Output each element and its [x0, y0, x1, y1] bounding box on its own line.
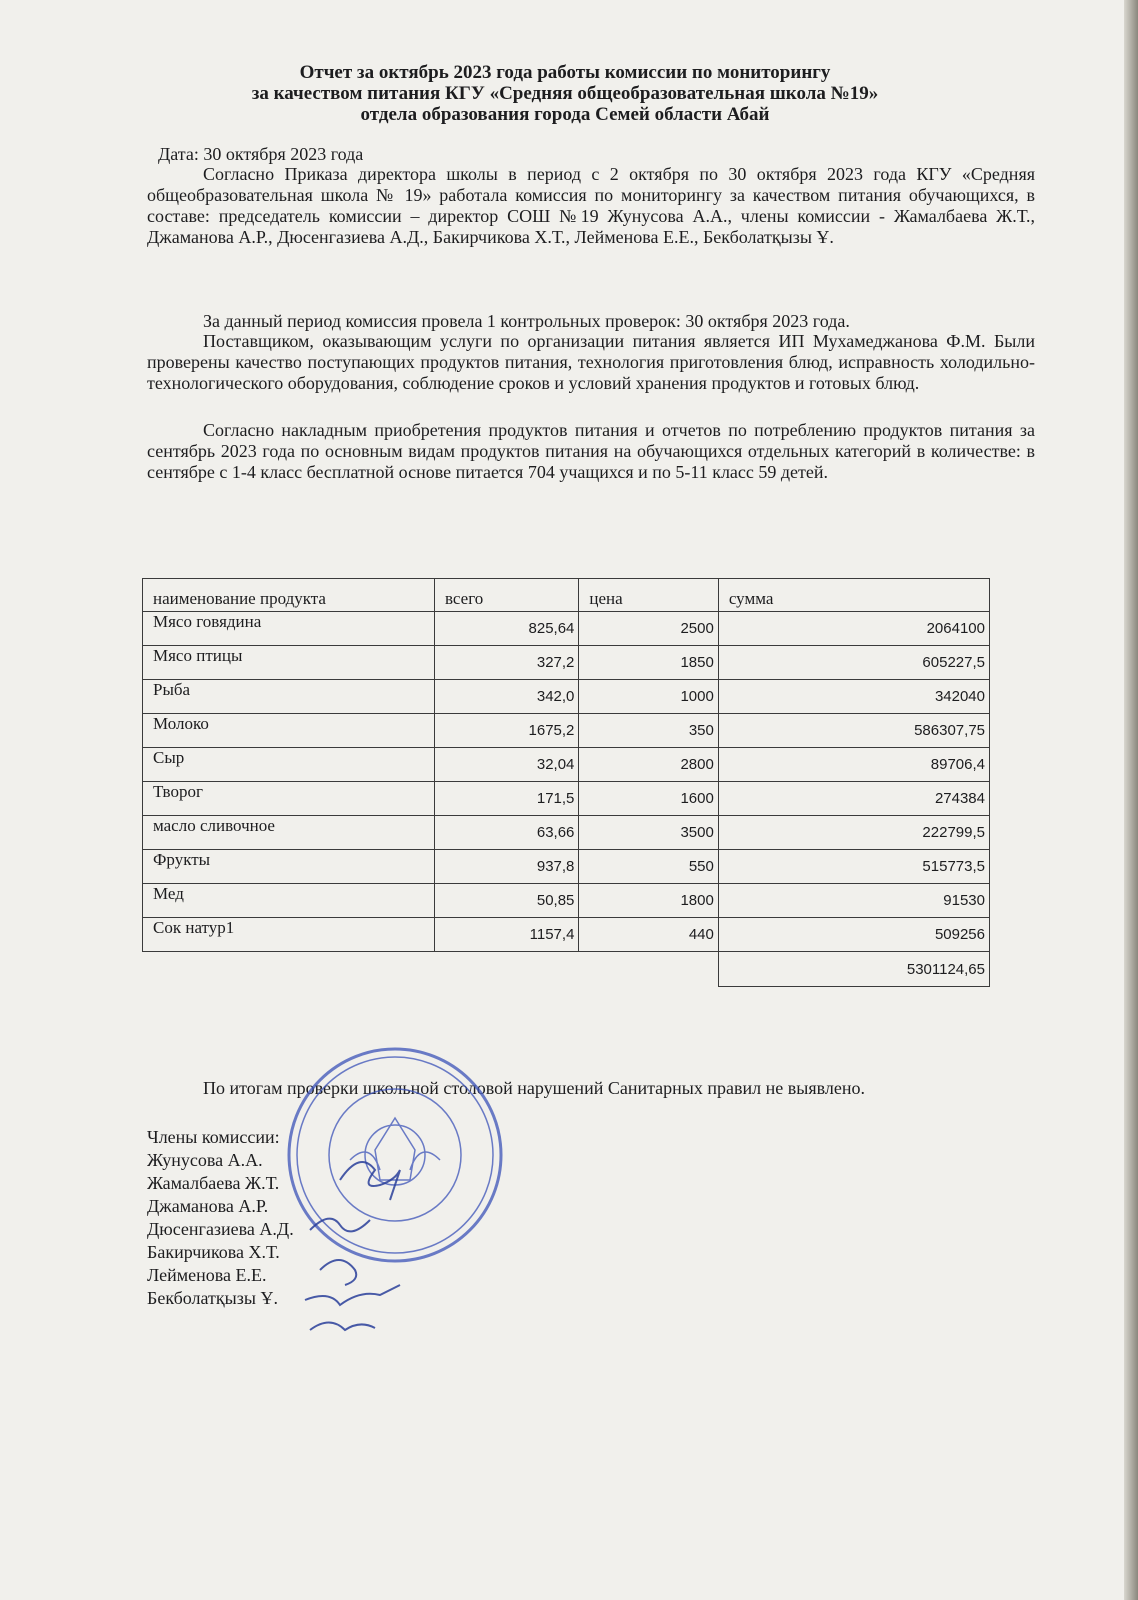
sum-cell: 515773,5	[718, 850, 989, 884]
title-line-2: за качеством питания КГУ «Средняя общеобразовательная школа №19»	[251, 83, 879, 104]
sum-cell: 605227,5	[718, 646, 989, 680]
price-cell: 2500	[579, 612, 718, 646]
total-cell: 825,64	[434, 612, 578, 646]
sum-cell: 222799,5	[718, 816, 989, 850]
total-cell: 342,0	[434, 680, 578, 714]
total-cell: 63,66	[434, 816, 578, 850]
page-edge-shadow	[1124, 0, 1138, 1600]
total-cell: 32,04	[434, 748, 578, 782]
sum-cell: 274384	[718, 782, 989, 816]
total-cell: 1675,2	[434, 714, 578, 748]
report-date: Дата: 30 октября 2023 года	[158, 144, 364, 164]
product-name-cell: Мясо говядина	[143, 612, 435, 646]
price-cell: 1000	[579, 680, 718, 714]
header-total: всего	[434, 579, 578, 612]
sum-cell: 91530	[718, 884, 989, 918]
table-row	[143, 816, 990, 850]
member-item: Джаманова А.Р.	[147, 1196, 269, 1216]
total-cell: 50,85	[434, 884, 578, 918]
header-sum: сумма	[718, 579, 989, 612]
total-cell: 327,2	[434, 646, 578, 680]
sum-cell: 586307,75	[718, 714, 989, 748]
members-list	[147, 1126, 294, 1310]
sum-cell: 509256	[718, 918, 989, 952]
header-product-name: наименование продукта	[143, 579, 435, 612]
table-row	[143, 884, 990, 918]
price-cell: 1800	[579, 884, 718, 918]
report-title	[150, 62, 980, 125]
table-header-row	[143, 579, 990, 612]
product-name-cell: Творог	[143, 782, 435, 816]
paragraph-conclusion: По итогам проверки школьной столовой нарушений Санитарных правил не выявлено.	[203, 1078, 865, 1098]
member-item: Лейменова Е.Е.	[147, 1265, 267, 1285]
table-row	[143, 918, 990, 952]
price-cell: 550	[579, 850, 718, 884]
paragraph-supplier: Поставщиком, оказывающим услуги по организации питания является ИП Мухамеджанова Ф.М. Были проверены качество поступающих продуктов питания, технология приготовления блюд, исправность холодильно-технологического оборудования, соблюдение сроков и условий хранения продуктов и готовых блюд.	[147, 331, 1035, 393]
members-label: Члены комиссии:	[147, 1127, 280, 1147]
table-row	[143, 680, 990, 714]
product-name-cell: Мясо птицы	[143, 646, 435, 680]
price-cell: 440	[579, 918, 718, 952]
product-name-cell: Сок натур1	[143, 918, 435, 952]
member-item: Жамалбаева Ж.Т.	[147, 1173, 280, 1193]
price-cell: 2800	[579, 748, 718, 782]
paragraph-consumption: Согласно накладным приобретения продуктов питания и отчетов по потреблению продуктов питания за сентябрь 2023 года по основным видам продуктов питания на обучающихся отдельных категорий в количестве: в сентябре с 1-4 класс бесплатной основе питается 704 учащихся и по 5-11 класс 59 детей.	[147, 420, 1035, 482]
product-name-cell: Фрукты	[143, 850, 435, 884]
table-row	[143, 646, 990, 680]
table-total-row	[143, 952, 990, 987]
grand-total: 5301124,65	[718, 952, 989, 987]
product-name-cell: Мед	[143, 884, 435, 918]
title-line-1: Отчет за октябрь 2023 года работы комиссии по мониторингу	[299, 62, 831, 83]
table-row	[143, 850, 990, 884]
member-item: Бакирчикова Х.Т.	[147, 1242, 280, 1262]
table-row	[143, 714, 990, 748]
member-item: Жунусова А.А.	[147, 1150, 263, 1170]
signatures	[300, 1140, 440, 1350]
product-name-cell: Молоко	[143, 714, 435, 748]
table-row	[143, 748, 990, 782]
sum-cell: 89706,4	[718, 748, 989, 782]
price-cell: 350	[579, 714, 718, 748]
member-item: Бекболатқызы Ұ.	[147, 1288, 278, 1308]
sum-cell: 342040	[718, 680, 989, 714]
total-cell: 937,8	[434, 850, 578, 884]
paragraph-commission: Согласно Приказа директора школы в период с 2 октября по 30 октября 2023 года КГУ «Средняя общеобразовательная школа № 19» работала комиссия по мониторингу за качеством питания обучающихся, в составе: председатель комиссии – директор СОШ №19 Жунусова А.А., члены комиссии - Жамалбаева Ж.Т., Джаманова А.Р., Дюсенгазиева А.Д., Бакирчикова Х.Т., Лейменова Е.Е., Бекболатқызы Ұ.	[147, 164, 1035, 247]
title-line-3: отдела образования города Семей области Абай	[360, 104, 770, 125]
price-cell: 1600	[579, 782, 718, 816]
product-name-cell: Сыр	[143, 748, 435, 782]
header-price: цена	[579, 579, 718, 612]
products-table	[142, 578, 990, 987]
product-name-cell: масло сливочное	[143, 816, 435, 850]
product-name-cell: Рыба	[143, 680, 435, 714]
total-cell: 171,5	[434, 782, 578, 816]
price-cell: 3500	[579, 816, 718, 850]
table-row	[143, 612, 990, 646]
price-cell: 1850	[579, 646, 718, 680]
table-row	[143, 782, 990, 816]
total-cell: 1157,4	[434, 918, 578, 952]
member-item: Дюсенгазиева А.Д.	[147, 1219, 294, 1239]
paragraph-inspections: За данный период комиссия провела 1 контрольных проверок: 30 октября 2023 года.	[203, 311, 850, 331]
sum-cell: 2064100	[718, 612, 989, 646]
